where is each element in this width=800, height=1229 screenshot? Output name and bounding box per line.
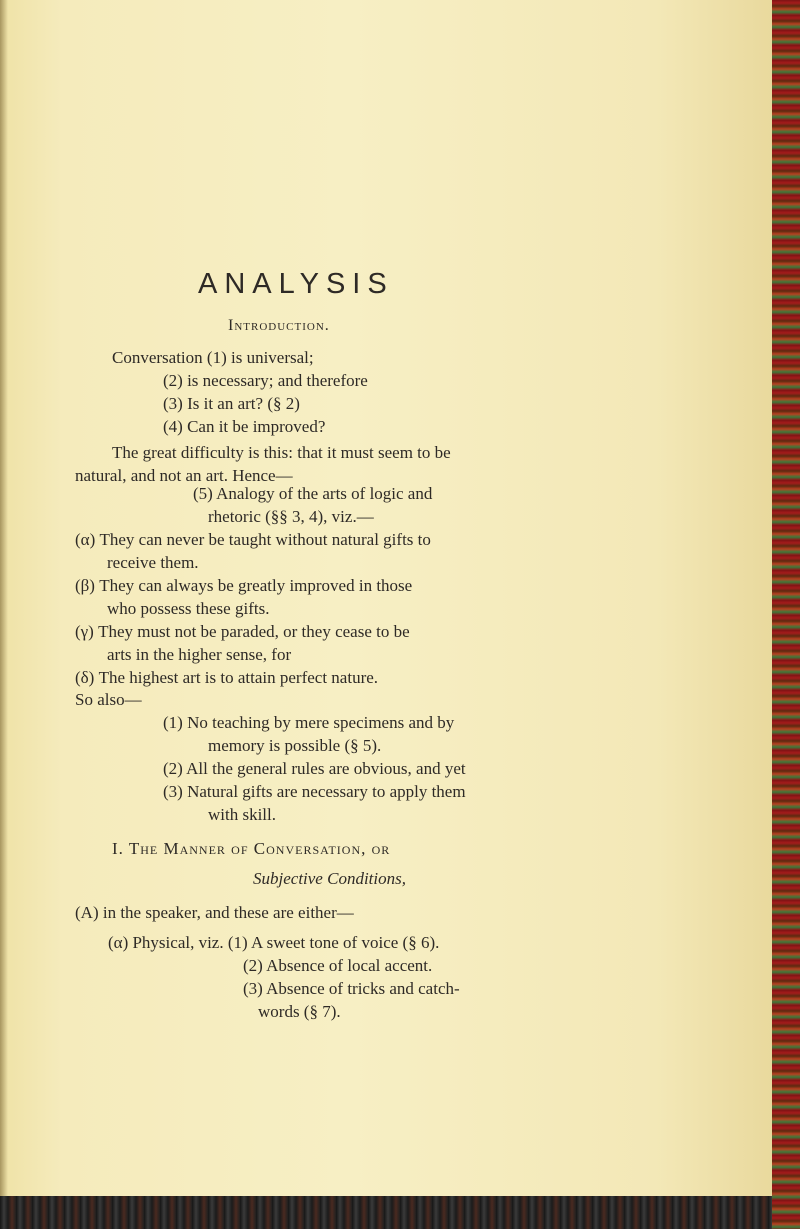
text-line: (A) in the speaker, and these are either— [75, 903, 354, 922]
text-line: (4) Can it be improved? [163, 417, 326, 436]
section-one-subheading: Subjective Conditions, [253, 869, 406, 888]
text-line: (α) They can never be taught without natural gifts to [75, 530, 431, 549]
text-line: receive them. [107, 553, 199, 572]
text-line: (δ) The highest art is to attain perfect nature. [75, 668, 379, 687]
text-line: with skill. [208, 805, 277, 824]
text-line: (2) is necessary; and therefore [163, 371, 368, 390]
text-line: The great difficulty is this: that it must seem to be [112, 443, 451, 462]
text-line: (5) Analogy of the arts of logic and [193, 484, 433, 503]
text-line: (α) Physical, viz. (1) A sweet tone of voice (§ 6). [108, 933, 440, 952]
section-one-heading: I. The Manner of Conversation, or [112, 839, 391, 858]
text-line: arts in the higher sense, for [107, 645, 292, 664]
text-line: So also— [75, 690, 142, 709]
text-line: who possess these gifts. [107, 599, 270, 618]
book-bottom-edge [0, 1196, 772, 1229]
text-line: (3) Natural gifts are necessary to apply them [163, 782, 466, 801]
text-line: memory is possible (§ 5). [208, 736, 382, 755]
text-line: Conversation (1) is universal; [112, 348, 314, 367]
text-line: (2) Absence of local accent. [243, 956, 433, 975]
introduction-heading: Introduction. [228, 317, 330, 334]
book-spine-edge [772, 0, 800, 1229]
page-title: ANALYSIS [198, 268, 394, 300]
text-line: rhetoric (§§ 3, 4), viz.— [208, 507, 374, 526]
text-line: (3) Is it an art? (§ 2) [163, 394, 300, 413]
text-line: (β) They can always be greatly improved in those [75, 576, 413, 595]
text-line: (2) All the general rules are obvious, and yet [163, 759, 466, 778]
text-line: (γ) They must not be paraded, or they cease to be [75, 622, 410, 641]
text-line: (3) Absence of tricks and catch- [243, 979, 460, 998]
text-line: words (§ 7). [258, 1002, 341, 1021]
text-line: natural, and not an art. Hence— [75, 466, 293, 485]
text-line: (1) No teaching by mere specimens and by [163, 713, 455, 732]
page-gutter-shadow [0, 0, 8, 1196]
